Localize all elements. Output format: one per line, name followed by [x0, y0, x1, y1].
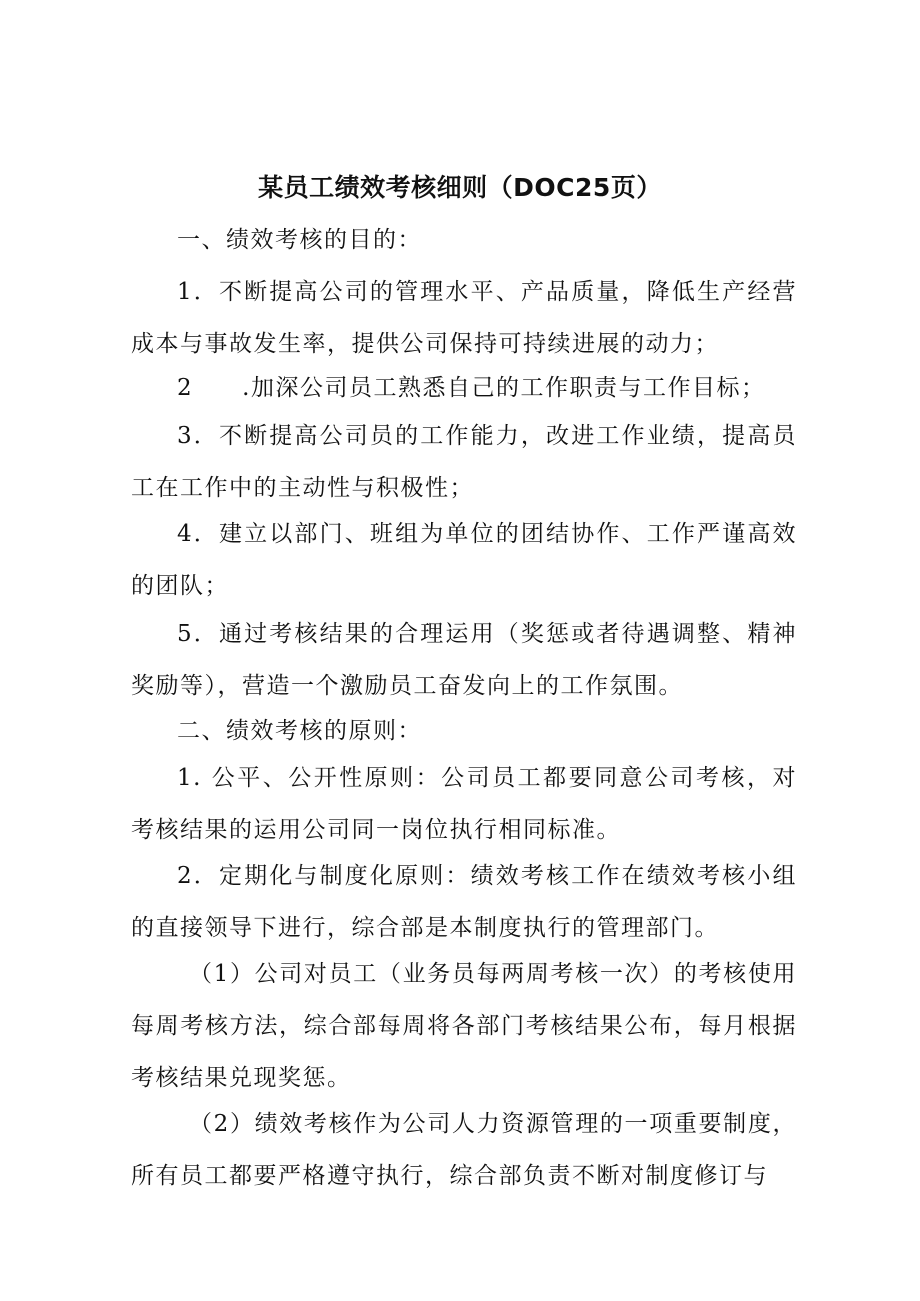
principle-subitem-2: （2）绩效考核作为公司人力资源管理的一项重要制度，所有员工都要严格遵守执行，综合部负责不断对制度修订与: [131, 1111, 797, 1189]
purpose-item-3: 3．不断提高公司员的工作能力，改进工作业绩，提高员工在工作中的主动性与积极性；: [131, 423, 797, 501]
principle-item-2: 2．定期化与制度化原则：绩效考核工作在绩效考核小组的直接领导下进行，综合部是本制度执行的管理部门。: [131, 863, 797, 941]
purpose-item-1: 1．不断提高公司的管理水平、产品质量，降低生产经营成本与事故发生率，提供公司保持可持续进展的动力；: [131, 279, 797, 357]
section-heading-principles: 二、绩效考核的原则：: [177, 718, 422, 744]
principle-item-1: 1. 公平、公开性原则：公司员工都要同意公司考核，对考核结果的运用公司同一岗位执行相同标准。: [131, 765, 797, 843]
section-heading-purpose: 一、绩效考核的目的：: [177, 227, 422, 253]
purpose-item-4: 4．建立以部门、班组为单位的团结协作、工作严谨高效的团队；: [131, 521, 797, 599]
purpose-item-2: 2 .加深公司员工熟悉自己的工作职责与工作目标；: [177, 375, 766, 401]
principle-subitem-1: （1）公司对员工（业务员每两周考核一次）的考核使用每周考核方法，综合部每周将各部门考核结果公布，每月根据考核结果兑现奖惩。: [131, 961, 797, 1091]
purpose-item-5: 5．通过考核结果的合理运用（奖惩或者待遇调整、精神奖励等），营造一个激励员工奋发向上的工作氛围。: [131, 621, 797, 699]
document-title: 某员工绩效考核细则（DOC25页）: [258, 173, 662, 202]
